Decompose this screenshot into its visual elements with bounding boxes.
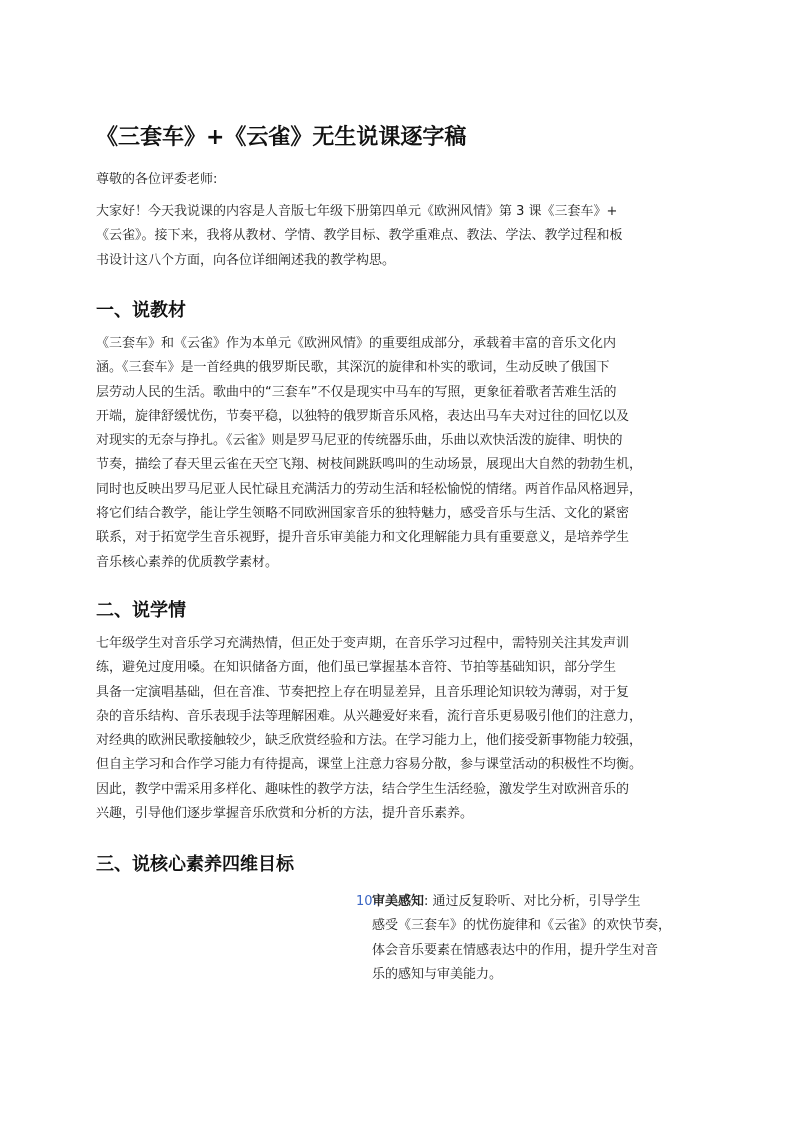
goal-list-item <box>356 890 706 987</box>
paragraph-line: 将它们结合教学，能让学生领略不同欧洲国家音乐的独特魅力，感受音乐与生活、文化的紧密 <box>96 506 630 522</box>
paragraph-line: 音乐核心素养的优质教学素材。 <box>96 554 279 570</box>
paragraph-line: 因此，教学中需采用多样化、趣味性的教学方法，结合学生生活经验，激发学生对欧洲音乐的 <box>96 781 630 797</box>
intro-line: 书设计这八个方面，向各位详细阐述我的教学构思。 <box>96 252 396 268</box>
paragraph-line: 具备一定演唱基础，但在音准、节奏把控上存在明显差异，且音乐理论知识较为薄弱，对于复 <box>96 684 630 700</box>
goal-label: 审美感知 <box>372 894 425 909</box>
paragraph-line: 练，避免过度用嗓。在知识储备方面，他们虽已掌握基本音符、节拍等基础知识，部分学生 <box>96 660 617 676</box>
goal-first-line <box>372 890 706 914</box>
paragraph-line: 开端，旋律舒缓忧伤，节奏平稳，以独特的俄罗斯音乐风格，表达出马车夫对过往的回忆以及 <box>96 408 630 424</box>
goal-line: 感受《三套车》的忧伤旋律和《云雀》的欢快节奏， <box>372 918 672 934</box>
intro-paragraph <box>96 200 704 273</box>
paragraph-line: 但自主学习和合作学习能力有待提高，课堂上注意力容易分散，参与课堂活动的积极性不均衡。 <box>96 757 643 773</box>
intro-line: 《云雀》。接下来，我将从教材、学情、教学目标、教学重难点、教法、学法、教学过程和板 <box>96 228 623 244</box>
document-title: 《三套车》+《云雀》无生说课逐字稿 <box>96 125 467 150</box>
greeting: 尊敬的各位评委老师: <box>96 172 218 187</box>
textbook-paragraph <box>96 332 704 575</box>
paragraph-line: 层劳动人民的生活。歌曲中的“三套车”不仅是现实中马车的写照，更象征着歌者苦难生活的 <box>96 384 617 400</box>
intro-line: 大家好！今天我说课的内容是人音版七年级下册第四单元《欧洲风情》第 3 课《三套车》+ <box>96 204 618 219</box>
paragraph-line: 《三套车》和《云雀》作为本单元《欧洲风情》的重要组成部分，承载着丰富的音乐文化内 <box>96 336 617 351</box>
paragraph-line: 同时也反映出罗马尼亚人民忙碌且充满活力的劳动生活和轻松愉悦的情绪。两首作品风格迥异， <box>96 481 643 497</box>
section-heading-goals: 三、说核心素养四维目标 <box>96 854 294 875</box>
paragraph-line: 对现实的无奈与挣扎。《云雀》则是罗马尼亚的传统器乐曲，乐曲以欢快活泼的旋律、明快的 <box>96 433 623 449</box>
paragraph-line: 对经典的欧洲民歌接触较少，缺乏欣赏经验和方法。在学习能力上，他们接受新事物能力较强， <box>96 733 643 749</box>
goal-line: 体会音乐要素在情感表达中的作用，提升学生对音 <box>372 942 659 958</box>
goal-first-line-text: : 通过反复聆听、对比分析，引导学生 <box>424 894 641 909</box>
list-number: 10. <box>356 894 377 909</box>
paragraph-line: 涵。《三套车》是一首经典的俄罗斯民歌，其深沉的旋律和朴实的歌词，生动反映了俄国下 <box>96 360 610 376</box>
students-paragraph <box>96 632 704 826</box>
paragraph-line: 兴趣，引导他们逐步掌握音乐欣赏和分析的方法，提升音乐素养。 <box>96 806 474 822</box>
paragraph-line: 联系，对于拓宽学生音乐视野，提升音乐审美能力和文化理解能力具有重要意义，是培养学生 <box>96 530 630 546</box>
paragraph-line: 七年级学生对音乐学习充满热情，但正处于变声期，在音乐学习过程中，需特别关注其发声训 <box>96 636 630 651</box>
paragraph-line: 节奏，描绘了春天里云雀在天空飞翔、树枝间跳跃鸣叫的生动场景，展现出大自然的勃勃生机， <box>96 457 643 473</box>
paragraph-line: 杂的音乐结构、音乐表现手法等理解困难。从兴趣爱好来看，流行音乐更易吸引他们的注意力， <box>96 708 643 724</box>
goal-text <box>372 890 706 987</box>
goal-line: 乐的感知与审美能力。 <box>372 966 503 982</box>
section-heading-textbook: 一、说教材 <box>96 300 186 321</box>
section-heading-students: 二、说学情 <box>96 600 186 621</box>
